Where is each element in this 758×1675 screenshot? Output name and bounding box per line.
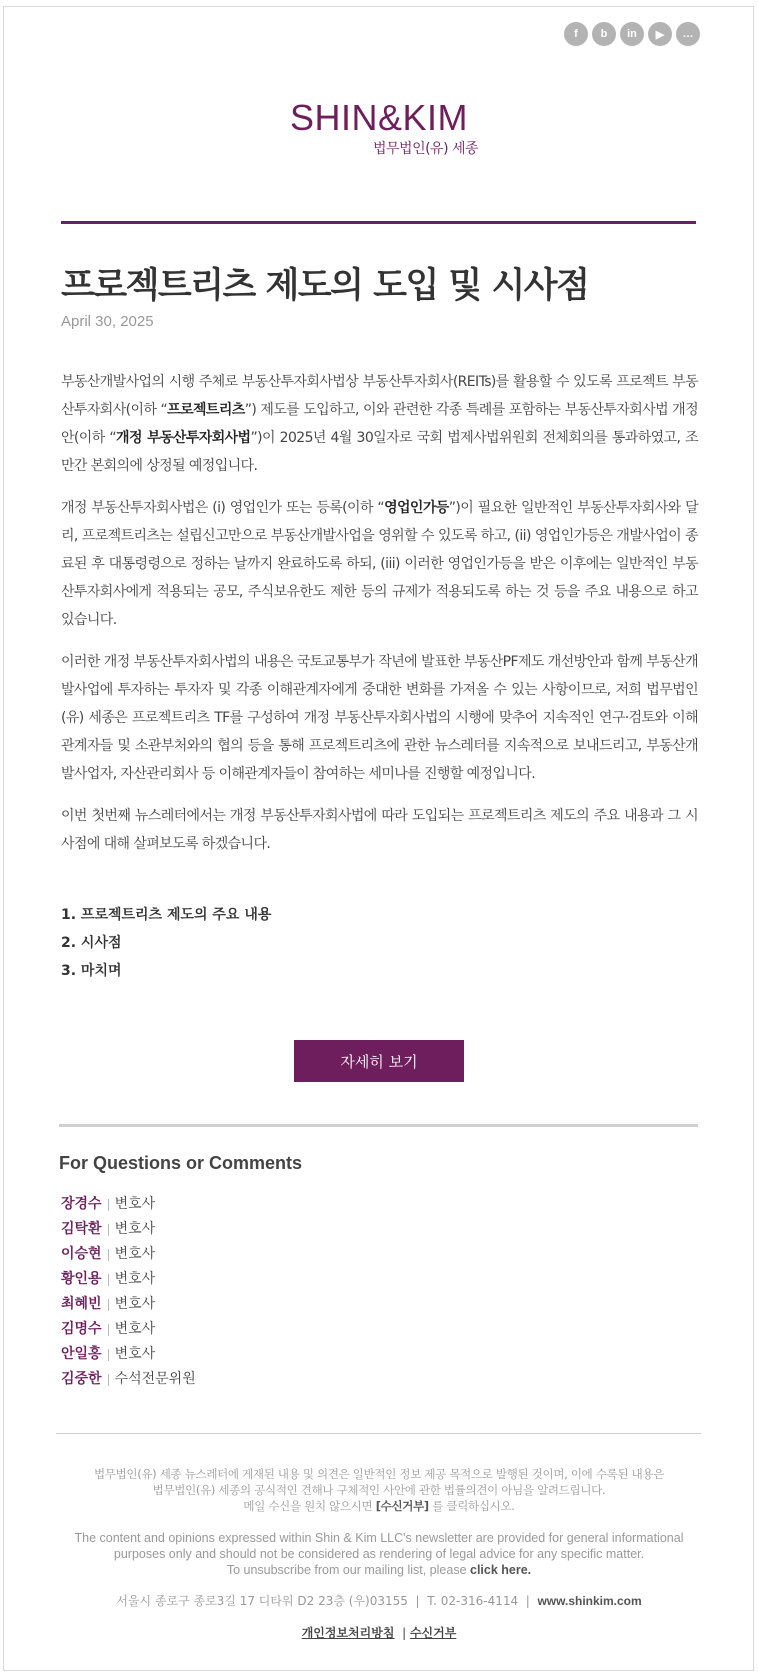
paragraph: 이번 첫번째 뉴스레터에서는 개정 부동산투자회사법에 따라 도입되는 프로젝트리츠 제도의 주요 내용과 그 시사점에 대해 살펴보도록 하겠습니다.: [61, 808, 698, 852]
blog-icon[interactable]: b: [592, 22, 616, 46]
logo-subtitle: 법무법인(유) 세종: [373, 141, 479, 157]
paragraph: 이러한 개정 부동산투자회사법의 내용은 국토교통부가 작년에 발표한 부동산PF제도 개선방안과 함께 부동산개발사업에 투자하는 투자자 및 각종 이해관계자에게 중대한 변화를 가져올 수 있는 사항이므로, 저희 법무법인(유) 세종은 프로젝트리츠 TF를 구성하여 개정 부동산투자회사법의 시행에 맞추어 지속적인 연구·검토와 이해관계자들 및 소관부처와의 협의 등을 통해 프로젝트리츠에 관한 뉴스레터를 지속적으로 보내드리고, 부동산개발사업자, 자산관리회사 등 이해관계자들이 참여하는 세미나를 진행할 예정입니다.: [61, 654, 698, 782]
contact-row: [61, 1267, 196, 1292]
contact-name[interactable]: 김중한: [61, 1371, 102, 1387]
contact-list: [61, 1192, 196, 1392]
contact-row: [61, 1242, 196, 1267]
read-more-button[interactable]: 자세히 보기: [294, 1040, 464, 1082]
toc-item: 1. 프로젝트리츠 제도의 주요 내용: [61, 907, 272, 923]
contact-row: [61, 1292, 196, 1317]
website-link[interactable]: www.shinkim.com: [537, 1594, 642, 1608]
footer-links: 개인정보처리방침 | 수신거부: [301, 1626, 457, 1640]
contact-name[interactable]: 안일홍: [61, 1346, 102, 1362]
contact-name[interactable]: 황인용: [61, 1271, 102, 1287]
section-divider: [59, 1124, 698, 1127]
contact-role: 수석전문위원: [114, 1371, 196, 1387]
contact-row: [61, 1367, 196, 1392]
paragraph: 개정 부동산투자회사법은 (i) 영업인가 또는 등록(이하 “영업인가등”)이 필요한 일반적인 부동산투자회사와 달리, 프로젝트리츠는 설립신고만으로 부동산개발사업을 영위할 수 있도록 하고, (ii) 영업인가등은 개발사업이 종료된 후 대통령령으로 정하는 날까지 완료하도록 하되, (iii) 이러한 영업인가등을 받은 이후에는 일반적인 부동산투자회사에게 적용되는 공모, 주식보유한도 제한 등의 규제가 적용되도록 하는 것 등을 주요 내용으로 하고 있습니다.: [61, 500, 698, 628]
contact-name[interactable]: 최혜빈: [61, 1296, 102, 1312]
youtube-icon[interactable]: ▶: [648, 22, 672, 46]
contact-name[interactable]: 장경수: [61, 1196, 102, 1212]
logo: [0, 97, 758, 157]
phone: T. 02-316-4114: [427, 1594, 519, 1608]
unsubscribe-link-ko[interactable]: [수신거부]: [375, 1499, 429, 1513]
footer-address: 서울시 종로구 종로3길 17 디타워 D2 23층 (우)03155 | T. 02-316-4114 | www.shinkim.com: [116, 1594, 642, 1608]
address: 서울시 종로구 종로3길 17 디타워 D2 23층 (우)03155: [116, 1594, 408, 1608]
footer-disclaimer-ko: 법무법인(유) 세종 뉴스레터에 게재된 내용 및 의견은 일반적인 정보 제공 목적으로 발행된 것이며, 이에 수록된 내용은 법무법인(유) 세종의 공식적인 견해나 구체적인 사안에 관한 법률의견이 아님을 알려드립니다. 메일 수신을 원치 않으시면 [수신거부] 를 클릭하십시오.: [93, 1467, 665, 1513]
contact-role: 변호사: [114, 1196, 156, 1212]
contact-role: 변호사: [114, 1221, 156, 1237]
facebook-icon[interactable]: f: [564, 22, 588, 46]
linkedin-icon[interactable]: in: [620, 22, 644, 46]
table-of-contents: [61, 901, 271, 985]
questions-heading: For Questions or Comments: [59, 1153, 303, 1173]
publish-date: April 30, 2025: [61, 313, 154, 330]
contact-name[interactable]: 김명수: [61, 1321, 102, 1337]
chat-icon[interactable]: …: [676, 22, 700, 46]
social-links: [564, 22, 700, 46]
contact-row: [61, 1317, 196, 1342]
privacy-policy-link[interactable]: 개인정보처리방침: [301, 1626, 395, 1640]
toc-item: 3. 마치며: [61, 963, 122, 979]
logo-brand: SHIN&KIM: [289, 97, 469, 138]
contact-role: 변호사: [114, 1346, 156, 1362]
unsubscribe-link-en[interactable]: click here.: [470, 1563, 532, 1577]
contact-role: 변호사: [114, 1271, 156, 1287]
contact-row: [61, 1217, 196, 1242]
footer-divider: [56, 1433, 701, 1434]
page-title: 프로젝트리츠 제도의 도입 및 시사점: [61, 266, 589, 306]
contact-name[interactable]: 이승현: [61, 1246, 102, 1262]
contact-name[interactable]: 김탁환: [61, 1221, 102, 1237]
contact-row: [61, 1192, 196, 1217]
contact-role: 변호사: [114, 1296, 156, 1312]
contact-role: 변호사: [114, 1246, 156, 1262]
unsubscribe-link[interactable]: 수신거부: [409, 1626, 457, 1640]
toc-item: 2. 시사점: [61, 935, 122, 951]
paragraph: 부동산개발사업의 시행 주체로 부동산투자회사법상 부동산투자회사(REITs)를 활용할 수 있도록 프로젝트 부동산투자회사(이하 “프로젝트리츠”) 제도를 도입하고, 이와 관련한 각종 특례를 포함하는 부동산투자회사법 개정안(이하 “개정 부동산투자회사법”)이 2025년 4월 30일자로 국회 법제사법위원회 전체회의를 통과하였고, 조만간 본회의에 상정될 예정입니다.: [61, 374, 699, 474]
contact-row: [61, 1342, 196, 1367]
footer-disclaimer-en: The content and opinions expressed within Shin & Kim LLC's newsletter are provided for general informational purposes only and should not be considered as rendering of legal advice for any specific matter. To unsubscribe from our mailing list, please click here.: [74, 1531, 684, 1577]
article-body: [61, 368, 698, 872]
header-divider: [61, 221, 696, 224]
contact-role: 변호사: [114, 1321, 156, 1337]
